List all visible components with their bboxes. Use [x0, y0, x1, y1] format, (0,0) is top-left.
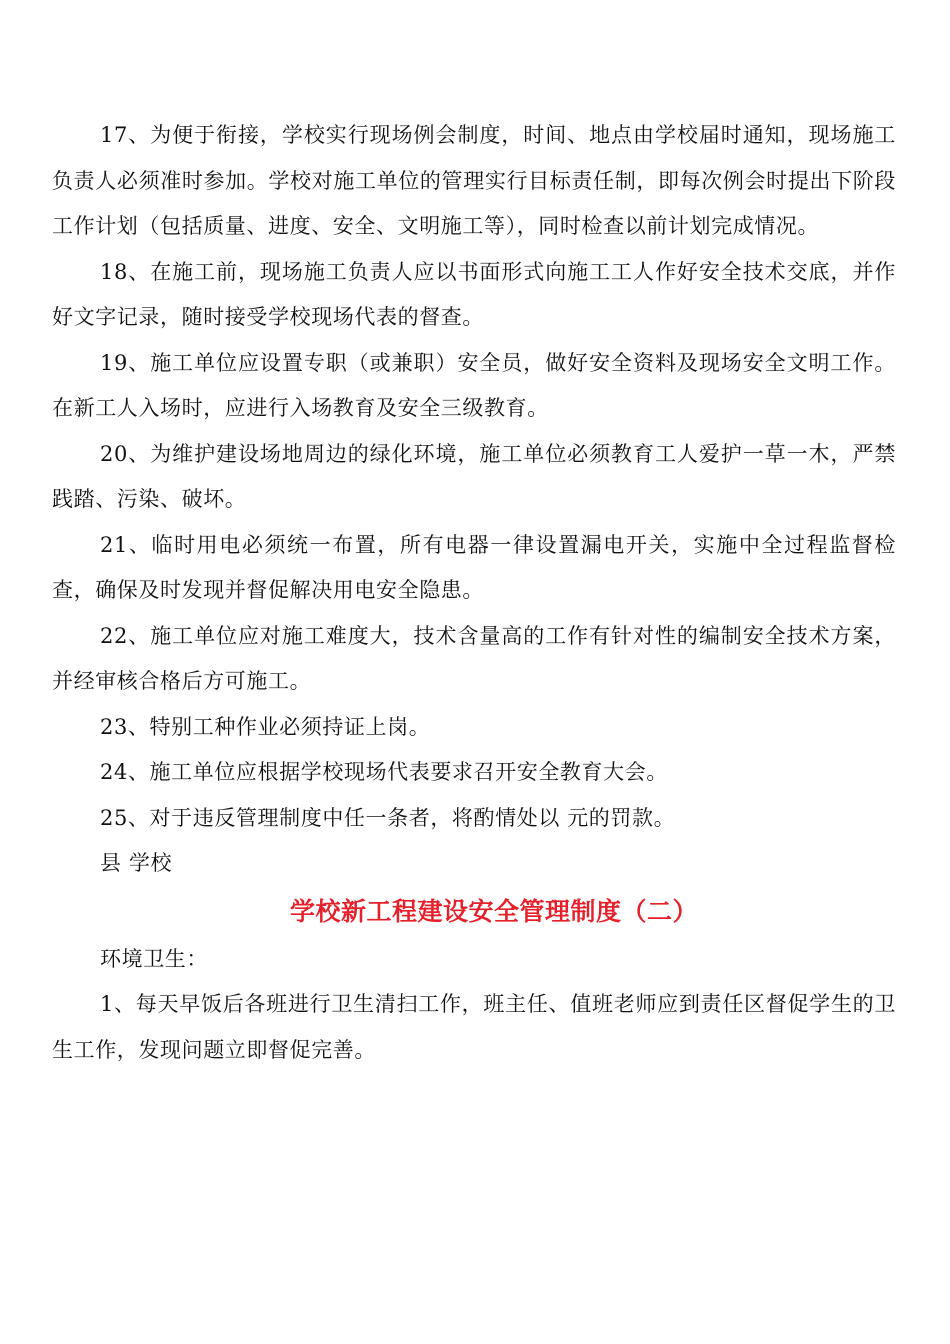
section-heading: 学校新工程建设安全管理制度（二） — [289, 896, 698, 926]
paragraph-item-21: 21、临时用电必须统一布置，所有电器一律设置漏电开关，实施中全过程监督检查，确保及时发现并督促解决用电安全隐患。 — [52, 532, 896, 602]
paragraph-item-18: 18、在施工前，现场施工负责人应以书面形式向施工工人作好安全技术交底，并作好文字记录，随时接受学校现场代表的督查。 — [52, 259, 896, 329]
subsection-label: 环境卫生： — [100, 946, 208, 971]
paragraph-item-25: 25、对于违反管理制度中任一条者，将酌情处以 元的罚款。 — [100, 805, 676, 830]
paragraph-item-23: 23、特别工种作业必须持证上岗。 — [100, 714, 431, 739]
paragraph-item-22: 22、施工单位应对施工难度大，技术含量高的工作有针对性的编制安全技术方案，并经审核合格后方可施工。 — [52, 623, 896, 693]
paragraph-item-20: 20、为维护建设场地周边的绿化环境，施工单位必须教育工人爱护一草一木，严禁践踏、污染、破坏。 — [52, 441, 896, 511]
paragraph-item-19: 19、施工单位应设置专职（或兼职）安全员，做好安全资料及现场安全文明工作。在新工人入场时，应进行入场教育及安全三级教育。 — [52, 350, 896, 420]
document-body — [52, 113, 896, 1073]
paragraph-item-1: 1、每天早饭后各班进行卫生清扫工作，班主任、值班老师应到责任区督促学生的卫生工作，发现问题立即督促完善。 — [52, 992, 896, 1062]
paragraph-item-17: 17、为便于衔接，学校实行现场例会制度，时间、地点由学校届时通知，现场施工负责人必须准时参加。学校对施工单位的管理实行目标责任制，即每次例会时提出下阶段工作计划（包括质量、进度、安全、文明施工等），同时检查以前计划完成情况。 — [52, 123, 896, 238]
paragraph-item-24: 24、施工单位应根据学校现场代表要求召开安全教育大会。 — [100, 760, 668, 784]
signature-line: 县 学校 — [100, 851, 173, 875]
